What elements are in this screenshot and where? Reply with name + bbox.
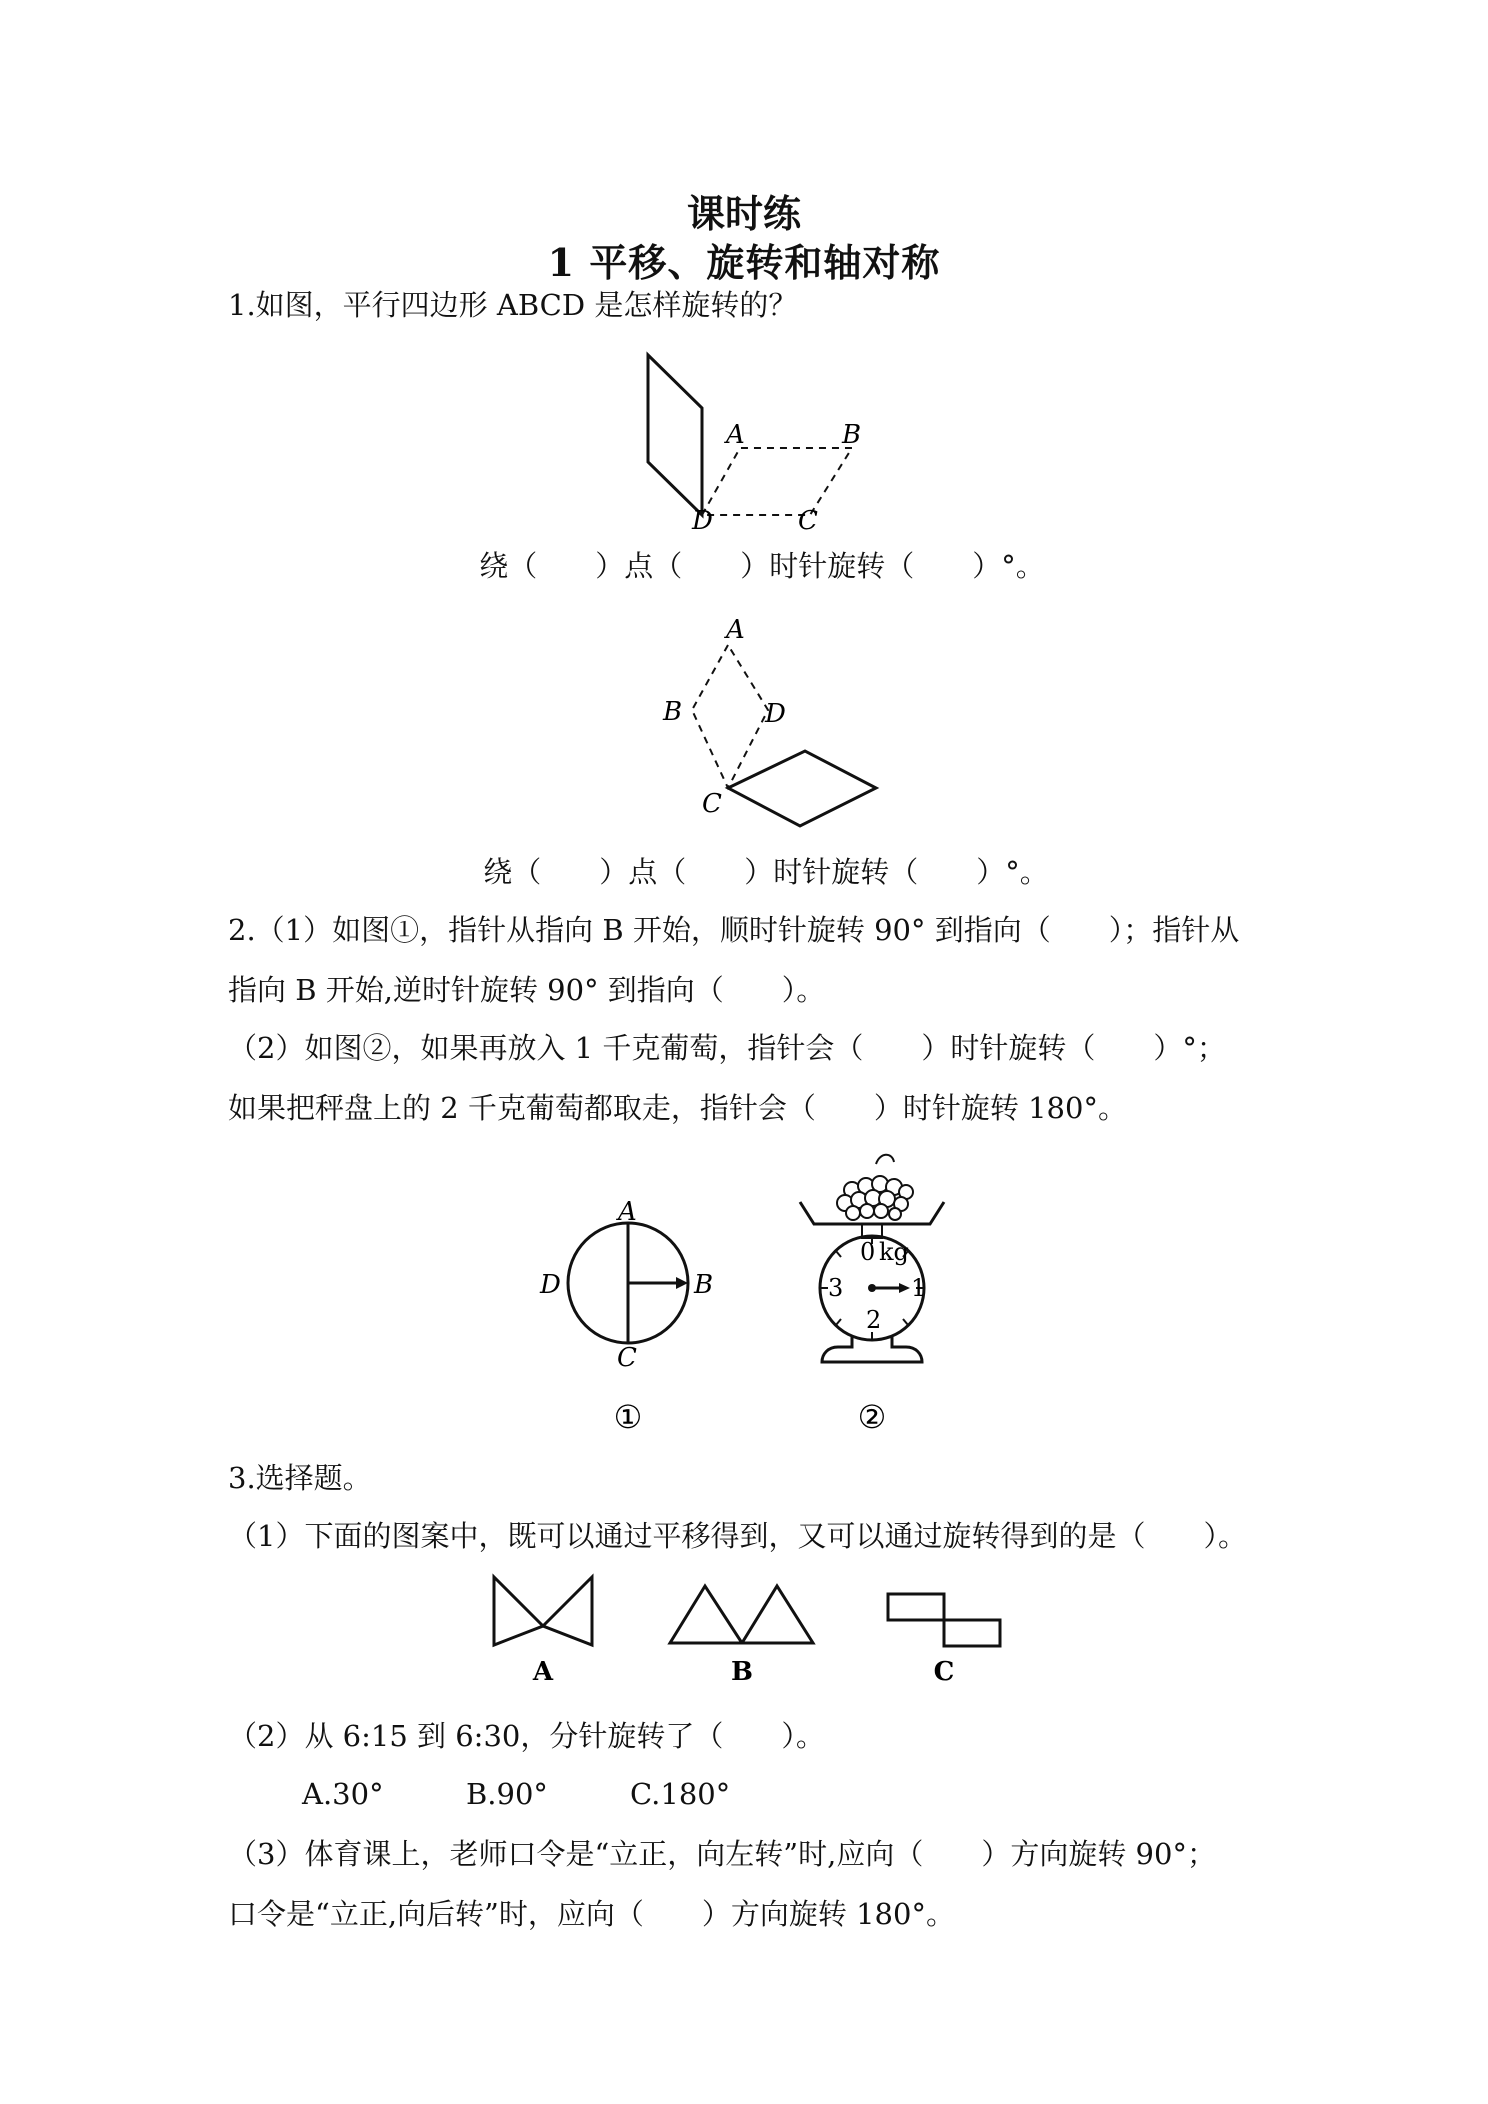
label-d: D xyxy=(692,506,713,536)
choice-a: A.30° xyxy=(302,1777,384,1811)
original-parallelogram xyxy=(702,448,852,515)
q3-sub-1: （1）下面的图案中，既可以通过平移得到，又可以通过旋转得到的是（ ）。 xyxy=(228,1519,1247,1553)
label-a: A xyxy=(726,615,745,645)
shape-label-b: B xyxy=(731,1657,753,1687)
label-b: B xyxy=(842,420,862,450)
q3-sub-3-line-1: （3）体育课上，老师口令是“立正，向左转”时,应向（ ）方向旋转 90°； xyxy=(228,1837,1216,1871)
q2-line-2: 指向 B 开始,逆时针旋转 90° 到指向（ ）。 xyxy=(228,973,826,1007)
q2-line-3: （2）如图②，如果再放入 1 千克葡萄，指针会（ ）时针旋转（ ）°； xyxy=(228,1031,1226,1065)
shape-label-a: A xyxy=(532,1657,554,1687)
label-d: D xyxy=(765,699,786,729)
q1-answer-1 xyxy=(0,548,1488,584)
label-c: C xyxy=(617,1343,637,1373)
label-c: C xyxy=(702,789,722,819)
shape-c-rectangles xyxy=(888,1594,1000,1646)
lesson-subtitle: 1 平移、旋转和轴对称 xyxy=(547,240,941,285)
q3-stem: 3.选择题。 xyxy=(228,1461,372,1495)
page-title: 课时练 xyxy=(686,191,801,236)
shape-label-c: C xyxy=(933,1657,955,1687)
label-b: B xyxy=(694,1270,714,1300)
original-rhombus xyxy=(692,645,768,788)
answer-blank-text: 绕（ ）点（ ）时针旋转（ ）°。 xyxy=(479,549,1045,583)
rotated-rhombus xyxy=(728,751,876,826)
scale-arrowhead xyxy=(899,1283,910,1293)
dial-label-unit: kg xyxy=(879,1238,909,1266)
q1-answer-2 xyxy=(0,854,1488,890)
grapes-icon xyxy=(837,1155,913,1220)
pointer-arrowhead xyxy=(676,1277,688,1289)
label-a: A xyxy=(618,1197,637,1227)
figure-caption-1: ① xyxy=(613,1398,643,1436)
q2-line-1: 2.（1）如图①，指针从指向 B 开始，顺时针旋转 90° 到指向（ ）；指针从 xyxy=(228,913,1240,947)
dial-label-three: 3 xyxy=(828,1274,844,1302)
label-b: B xyxy=(663,697,683,727)
figure-caption-2: ② xyxy=(857,1398,887,1436)
q3-sub-3-line-2: 口令是“立正,向后转”时，应向（ ）方向旋转 180°。 xyxy=(228,1897,955,1931)
dial-label-two: 2 xyxy=(866,1306,882,1334)
answer-blank-text: 绕（ ）点（ ）时针旋转（ ）°。 xyxy=(483,855,1049,889)
q1-stem: 1.如图，平行四边形 ABCD 是怎样旋转的？ xyxy=(228,288,798,322)
choice-b: B.90° xyxy=(466,1777,548,1811)
label-d: D xyxy=(540,1270,561,1300)
shape-a-bowtie xyxy=(494,1577,592,1645)
q3-sub-2: （2）从 6:15 到 6:30，分针旋转了（ ）。 xyxy=(228,1719,825,1753)
shape-b-triangles xyxy=(670,1586,813,1643)
label-a: A xyxy=(726,420,745,450)
dial-label-one: 1 xyxy=(911,1274,927,1302)
label-c: C xyxy=(798,506,818,536)
choice-c: C.180° xyxy=(630,1777,731,1811)
dial-label-zero: 0 xyxy=(860,1238,876,1266)
q2-line-4: 如果把秤盘上的 2 千克葡萄都取走，指针会（ ）时针旋转 180°。 xyxy=(228,1091,1127,1125)
rotated-parallelogram xyxy=(648,355,702,515)
